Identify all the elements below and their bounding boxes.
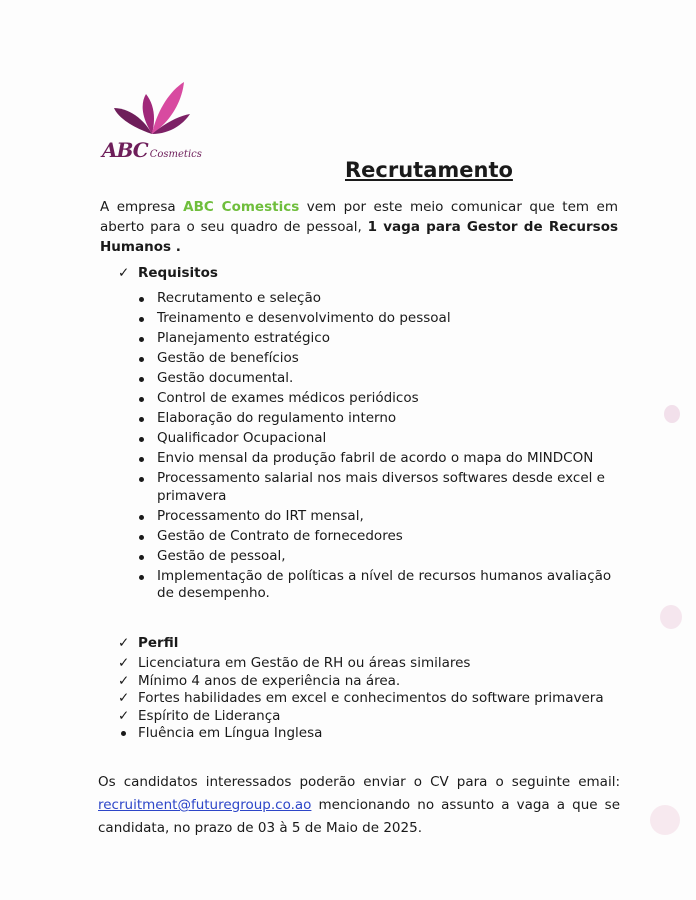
requisito-item (136, 390, 626, 408)
closing-text-end: mencionando no assunto a vaga a que se candidata, no prazo de 03 à 5 de Maio de 2025. (98, 797, 620, 836)
requisito-text: Gestão de benefícios (157, 350, 299, 366)
vacancy-text: 1 vaga para Gestor de Recursos Humanos . (100, 219, 619, 255)
intro-text-middle: vem por este meio comunicar que tem em aberto para o seu quadro de pessoal, (100, 199, 618, 235)
requisito-text: Envio mensal da produção fabril de acordo o mapa do MINDCON (157, 450, 594, 466)
checkmark-icon: ✓ (118, 707, 130, 724)
requisito-text: Implementação de políticas a nível de recursos humanos avaliação de desempenho. (157, 567, 612, 601)
requisito-item (136, 330, 626, 348)
bullet-icon (139, 515, 144, 520)
requisito-text: Recrutamento e seleção (157, 290, 321, 306)
perfil-list (118, 655, 618, 743)
bullet-icon (139, 377, 144, 382)
requisito-text: Control de exames médicos periódicos (157, 390, 419, 406)
bullet-icon (139, 357, 144, 362)
page-title: Recrutamento (345, 158, 513, 182)
requisito-item (136, 430, 626, 448)
logo-wordmark (102, 138, 202, 162)
logo-subtitle: Cosmetics (149, 149, 202, 160)
email-link[interactable]: recruitment@futuregroup.co.ao (98, 797, 312, 813)
bullet-icon (139, 437, 144, 442)
checkmark-icon: ✓ (118, 672, 130, 689)
bullet-icon (139, 575, 144, 580)
perfil-text: Espírito de Liderança (138, 707, 281, 724)
requisito-item (136, 508, 626, 526)
perfil-item (118, 690, 618, 707)
requisito-text: Gestão de Contrato de fornecedores (157, 527, 403, 544)
bullet-icon (139, 337, 144, 342)
company-logo (100, 78, 220, 168)
requisito-item (136, 568, 626, 603)
bullet-icon (121, 731, 126, 736)
perfil-text: Mínimo 4 anos de experiência na área. (138, 672, 401, 689)
bullet-icon (139, 457, 144, 462)
checkmark-icon: ✓ (118, 690, 130, 706)
perfil-item (118, 708, 618, 725)
perfil-text: Fluência em Língua Inglesa (138, 725, 323, 741)
bullet-icon (139, 555, 144, 560)
requisitos-heading-label: Requisitos (138, 265, 218, 281)
company-name: ABC Comestics (183, 199, 300, 215)
checkmark-icon: ✓ (118, 635, 130, 651)
requisito-text: Treinamento e desenvolvimento do pessoal (157, 310, 451, 326)
logo-brand: ABC (102, 138, 148, 162)
requisito-item (136, 470, 626, 505)
bullet-icon (139, 397, 144, 402)
perfil-text: Fortes habilidades em excel e conhecimentos do software primavera (138, 690, 604, 706)
requisito-item (136, 548, 626, 566)
requisito-item (136, 450, 626, 468)
perfil-item (118, 673, 618, 690)
requisito-text: Elaboração do regulamento interno (157, 410, 397, 426)
requisito-item (136, 350, 626, 368)
requisito-item (136, 290, 626, 308)
requisito-item (136, 528, 626, 546)
intro-paragraph (100, 197, 618, 257)
requisito-text: Gestão documental. (157, 370, 294, 386)
bullet-icon (139, 417, 144, 422)
perfil-text: Licenciatura em Gestão de RH ou áreas similares (138, 655, 471, 671)
requisitos-heading (118, 265, 218, 281)
requisito-text: Planejamento estratégico (157, 330, 330, 346)
bullet-icon (139, 297, 144, 302)
bullet-icon (139, 535, 144, 540)
requisitos-list (136, 290, 626, 605)
requisito-text: Processamento do IRT mensal, (157, 507, 364, 524)
perfil-item (118, 655, 618, 672)
perfil-item (118, 725, 618, 742)
requisito-item (136, 410, 626, 428)
lotus-flower-icon (112, 78, 192, 140)
intro-text-start: A empresa (100, 199, 184, 215)
closing-paragraph (98, 771, 620, 840)
scan-smudge (660, 605, 682, 629)
scan-smudge (664, 405, 680, 423)
requisito-text: Gestão de pessoal, (157, 547, 286, 564)
requisito-item (136, 310, 626, 328)
bullet-icon (139, 477, 144, 482)
bullet-icon (139, 317, 144, 322)
scan-smudge (650, 805, 680, 835)
requisito-text: Qualificador Ocupacional (157, 430, 327, 446)
perfil-heading (118, 635, 178, 651)
checkmark-icon: ✓ (118, 655, 130, 671)
perfil-heading-label: Perfil (138, 635, 179, 651)
requisito-item (136, 370, 626, 388)
requisito-text: Processamento salarial nos mais diversos softwares desde excel e primavera (157, 470, 605, 504)
checkmark-icon: ✓ (118, 265, 130, 281)
closing-text-start: Os candidatos interessados poderão enviar o CV para o seguinte email: (98, 774, 620, 790)
